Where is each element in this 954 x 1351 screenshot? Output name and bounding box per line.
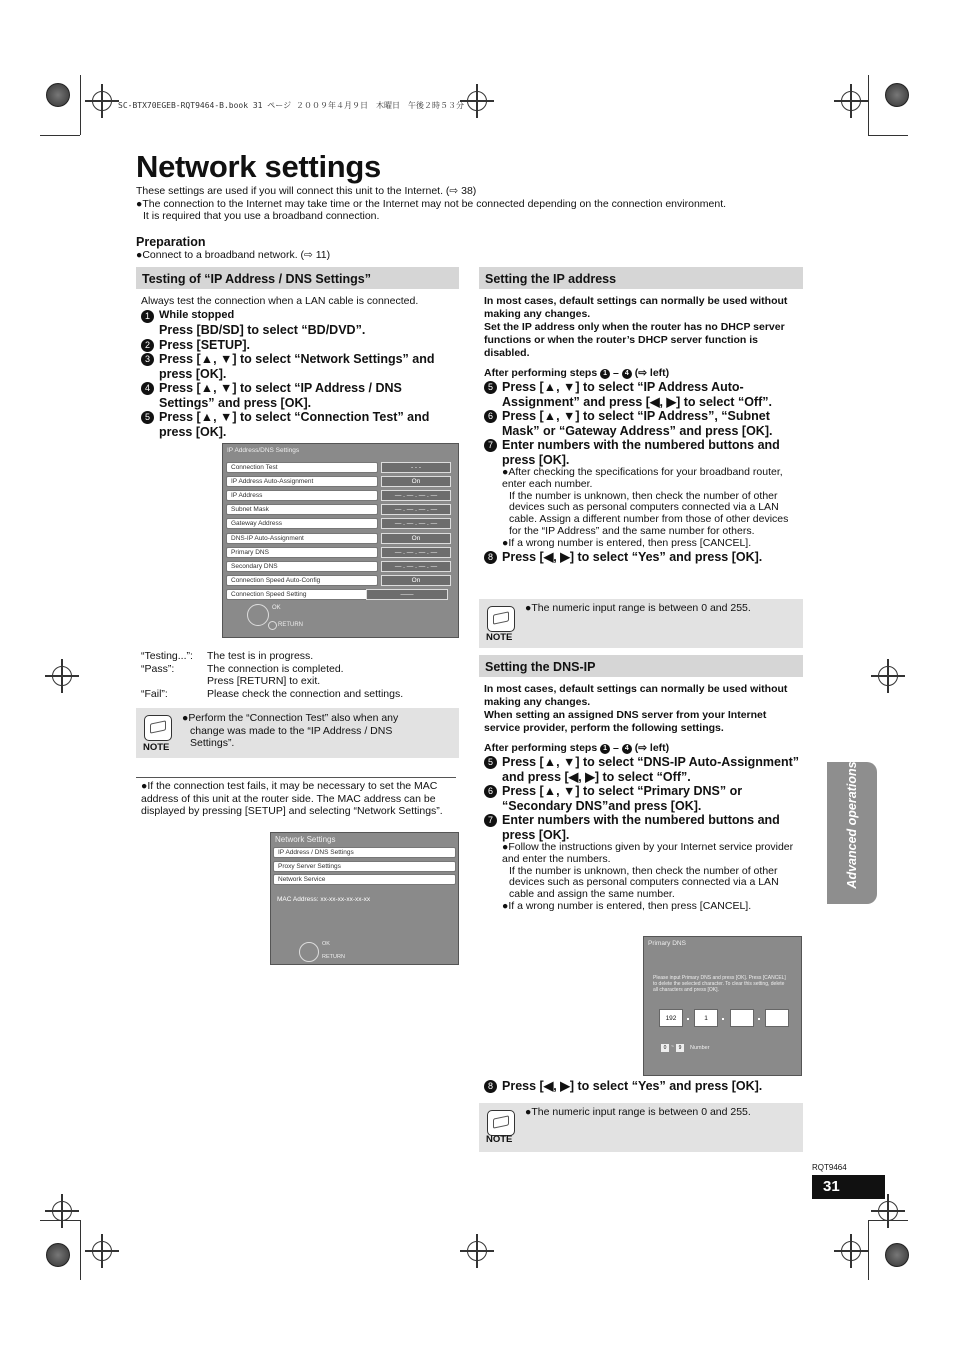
crop-line xyxy=(868,75,869,135)
setting-row-value: On xyxy=(381,533,451,544)
menu-item: Proxy Server Settings xyxy=(273,861,456,872)
after-steps xyxy=(484,742,669,755)
setting-row-value: — . — . — . — xyxy=(381,504,451,515)
step-8 xyxy=(484,1079,799,1094)
setting-row-label[interactable]: Gateway Address xyxy=(226,518,378,529)
doc-code: RQT9464 xyxy=(812,1163,847,1172)
step-sub-text: ●If a wrong number is entered, then press [CANCEL]. xyxy=(502,536,752,549)
dns-steps xyxy=(484,755,799,913)
intro-text: These settings are used if you will connect this unit to the Internet. (⇨ 38) xyxy=(136,185,477,197)
step-4 xyxy=(141,381,459,410)
step-2 xyxy=(141,338,459,353)
note-icon xyxy=(487,1110,515,1136)
crosshair-mark xyxy=(878,666,898,686)
step-6 xyxy=(484,409,799,438)
note-box-dns xyxy=(479,1103,803,1152)
step-number: 5 xyxy=(484,756,497,769)
step-sub-text: ●Follow the instructions given by your Internet service provider and enter the numbers. xyxy=(502,841,794,865)
step-sub-text: ●After checking the specifications for your broadband router, enter each number. xyxy=(502,466,783,490)
intro-bullet: ●The connection to the Internet may take time or the Internet may not be connected depending on the connection environment. xyxy=(136,198,727,210)
crosshair-mark xyxy=(467,1241,487,1261)
after-text: After performing steps xyxy=(484,367,598,379)
crosshair-mark xyxy=(467,91,487,111)
setting-row-value: — . — . — . — xyxy=(381,561,451,572)
note-label: NOTE xyxy=(143,742,170,753)
registration-dot-bottom-left xyxy=(46,1243,70,1267)
after-steps xyxy=(484,367,669,380)
after-ref: (⇨ left) xyxy=(634,742,670,754)
screen-ip-dns-settings xyxy=(222,443,459,638)
step-number: 7 xyxy=(484,439,497,452)
note-icon xyxy=(144,715,172,741)
setting-row-label[interactable]: Secondary DNS xyxy=(226,561,378,572)
section-heading-dns: Setting the DNS-IP xyxy=(479,655,803,677)
screen-title: IP Address/DNS Settings xyxy=(227,447,300,454)
step-5 xyxy=(484,755,799,784)
dot-separator xyxy=(758,1018,760,1020)
setting-row-value: — . — . — . — xyxy=(381,490,451,501)
divider xyxy=(136,777,456,778)
setting-row-value: - - - xyxy=(381,462,451,473)
crosshair-mark xyxy=(841,1241,861,1261)
crosshair-mark xyxy=(92,91,112,111)
step-text: Enter numbers with the numbered buttons and press [OK]. xyxy=(502,438,780,467)
step-text: Press [▲, ▼] to select “DNS-IP Auto-Assignment” and press [◀, ▶] to select “Off”. xyxy=(502,755,800,784)
note-box-connection-test xyxy=(136,708,459,758)
result-term xyxy=(141,675,207,688)
crop-line xyxy=(868,135,908,136)
ip-steps xyxy=(484,380,799,564)
testing-lead: Always test the connection when a LAN cable is connected. xyxy=(141,295,419,307)
menu-item: IP Address / DNS Settings xyxy=(273,847,456,858)
note-icon xyxy=(487,606,515,632)
registration-dot-top-left xyxy=(46,83,70,107)
dns-bold-lead xyxy=(484,683,802,735)
note-text xyxy=(182,712,452,750)
crop-line xyxy=(868,1220,869,1280)
side-tab-label: Advanced operations xyxy=(845,761,859,889)
print-header: SC-BTX70EGEB-RQT9464-B.book 31 ページ ２００９年４月９日 木曜日 午後２時５３分 xyxy=(118,101,464,110)
step-number: 5 xyxy=(484,381,497,394)
dot-separator xyxy=(687,1018,689,1020)
step-text: Press [BD/SD] to select “BD/DVD”. xyxy=(159,323,366,337)
screen-network-settings xyxy=(270,832,459,965)
step-number: 6 xyxy=(484,410,497,423)
prep-item: ●Connect to a broadband network. (⇨ 11) xyxy=(136,249,331,261)
key-9: 9 xyxy=(676,1044,684,1052)
setting-row-label[interactable]: DNS-IP Auto-Assignment xyxy=(226,533,378,544)
testing-steps xyxy=(141,309,459,439)
intro-bullet-cont: It is required that you use a broadband connection. xyxy=(143,210,380,222)
note-text: ●The numeric input range is between 0 and 255. xyxy=(525,602,751,614)
step-5 xyxy=(484,380,799,409)
note-line: change was made to the “IP Address / DNS xyxy=(190,724,393,737)
section-heading-ip: Setting the IP address xyxy=(479,267,803,289)
note-line: ●Perform the “Connection Test” also when any xyxy=(182,712,399,724)
crop-line xyxy=(40,135,80,136)
page-number: 31 xyxy=(812,1175,885,1199)
return-label: RETURN xyxy=(278,622,303,628)
step-sub-text: If the number is unknown, then check the number of other devices such as personal computers connected via a LAN cable and assign the same number. xyxy=(509,864,779,901)
registration-dot-bottom-right xyxy=(885,1243,909,1267)
setting-row-value: On xyxy=(381,575,451,586)
step-number: 8 xyxy=(484,551,497,564)
key-label: Number xyxy=(690,1045,710,1051)
step-sub-text: If the number is unknown, then check the number of other devices such as personal computers connected via a LAN cable. Assign a different number from those of other devices for the “IP Address” and the same number for others. xyxy=(509,489,789,537)
ok-label: OK xyxy=(322,941,330,947)
menu-item: Network Service xyxy=(273,874,456,885)
after-text: After performing steps xyxy=(484,742,598,754)
result-desc: Press [RETURN] to exit. xyxy=(207,675,321,687)
lead-line: When setting an assigned DNS server from your Internet service provider, perform the following settings. xyxy=(484,709,767,734)
setting-row-value: —— xyxy=(366,589,448,600)
remote-dpad-icon xyxy=(299,942,319,962)
step-ref-number: 1 xyxy=(600,744,610,754)
after-dash: – xyxy=(613,742,619,754)
step-6 xyxy=(484,784,799,813)
lead-line: In most cases, default settings can normally be used without making any changes. xyxy=(484,295,788,320)
prep-heading: Preparation xyxy=(136,235,206,249)
setting-row-value: On xyxy=(381,476,451,487)
step-text: Press [▲, ▼] to select “Network Settings” and press [OK]. xyxy=(159,352,435,381)
crop-line xyxy=(868,1220,908,1221)
setting-row-value: — . — . — . — xyxy=(381,547,451,558)
step-1 xyxy=(141,309,459,338)
step-text: While stopped xyxy=(159,309,235,321)
setting-row-label[interactable]: Connection Test xyxy=(226,462,378,473)
setting-row-label[interactable]: Primary DNS xyxy=(226,547,378,558)
step-text: Press [◀, ▶] to select “Yes” and press [OK]. xyxy=(502,549,763,564)
crosshair-mark xyxy=(878,1201,898,1221)
step-sub-text: ●If a wrong number is entered, then press [CANCEL]. xyxy=(502,899,752,912)
step-5 xyxy=(141,410,459,439)
screen-title: Primary DNS xyxy=(648,940,686,947)
step-3 xyxy=(141,352,459,381)
section-heading-testing: Testing of “IP Address / DNS Settings” xyxy=(136,267,459,289)
note-box-ip xyxy=(479,599,803,648)
mac-address-text: ●If the connection test fails, it may be necessary to set the MAC address of this unit at the router side. The MAC address can be displayed by pressing [SETUP] and selecting “Network Settings”. xyxy=(141,780,443,817)
result-term: “Testing...”: xyxy=(141,650,193,662)
after-ref: (⇨ left) xyxy=(634,367,670,379)
step-ref-number: 4 xyxy=(622,369,632,379)
dns-field-2[interactable]: 1 xyxy=(694,1009,718,1027)
step-text: Press [◀, ▶] to select “Yes” and press [OK]. xyxy=(502,1079,763,1093)
crop-line xyxy=(80,1220,81,1280)
dot-separator xyxy=(722,1018,724,1020)
result-desc: The connection is completed. xyxy=(207,662,344,675)
ip-bold-lead xyxy=(484,295,796,360)
crosshair-mark xyxy=(52,1201,72,1221)
step-text: Press [▲, ▼] to select “IP Address Auto-Assignment” and press [◀, ▶] to select “Off”. xyxy=(502,380,772,409)
step-number: 7 xyxy=(484,814,497,827)
return-icon xyxy=(268,621,277,630)
screen-primary-dns xyxy=(643,936,802,1076)
result-term: “Fail”: xyxy=(141,687,168,700)
note-label: NOTE xyxy=(486,632,513,643)
test-results xyxy=(141,650,459,700)
step-text: Press [▲, ▼] to select “IP Address”, “Subnet Mask” or “Gateway Address” and press [OK]. xyxy=(502,409,773,438)
step-7 xyxy=(484,438,799,550)
crop-line xyxy=(80,75,81,135)
setting-row-value: — . — . — . — xyxy=(381,518,451,529)
key-range: ~ xyxy=(671,1044,674,1050)
step-text: Press [▲, ▼] to select “Connection Test” and press [OK]. xyxy=(159,410,430,439)
setting-row-label[interactable]: Connection Speed Setting xyxy=(226,589,378,600)
step-text: Press [▲, ▼] to select “Primary DNS” or “Secondary DNS”and press [OK]. xyxy=(502,784,743,813)
crosshair-mark xyxy=(52,666,72,686)
result-desc: The test is in progress. xyxy=(207,650,314,662)
setting-row-label[interactable]: IP Address Auto-Assignment xyxy=(226,476,378,487)
screen-title: Network Settings xyxy=(275,835,336,844)
dns-field-3[interactable] xyxy=(730,1009,754,1027)
step-number: 6 xyxy=(484,785,497,798)
step-number: 8 xyxy=(484,1080,497,1093)
dns-field-1[interactable]: 192 xyxy=(659,1009,683,1027)
step-number: 2 xyxy=(141,339,154,352)
mac-address-value: MAC Address: xx-xx-xx-xx-xx-xx xyxy=(277,896,371,903)
step-text: Enter numbers with the numbered buttons and press [OK]. xyxy=(502,813,780,842)
step-8 xyxy=(484,550,799,565)
lead-line: In most cases, default settings can normally be used without making any changes. xyxy=(484,683,788,708)
setting-row-label[interactable]: Connection Speed Auto-Config xyxy=(226,575,378,586)
lead-line: Set the IP address only when the router has no DHCP server functions or when the router’s DHCP server function is disabled. xyxy=(484,321,785,359)
setting-row-label[interactable]: IP Address xyxy=(226,490,378,501)
step-ref-number: 1 xyxy=(600,369,610,379)
crop-line xyxy=(40,1220,80,1221)
step-ref-number: 4 xyxy=(622,744,632,754)
remote-dpad-icon xyxy=(247,604,269,626)
step-number: 5 xyxy=(141,411,154,424)
dns-field-4[interactable] xyxy=(765,1009,789,1027)
step-number: 4 xyxy=(141,382,154,395)
ok-label: OK xyxy=(272,605,281,611)
crosshair-mark xyxy=(92,1241,112,1261)
registration-dot-top-right xyxy=(885,83,909,107)
key-0: 0 xyxy=(661,1044,669,1052)
page-title: Network settings xyxy=(136,149,381,184)
after-dash: – xyxy=(613,367,619,379)
result-term: “Pass”: xyxy=(141,662,175,675)
step-text: Press [▲, ▼] to select “IP Address / DNS Settings” and press [OK]. xyxy=(159,381,402,410)
step-text: Press [SETUP]. xyxy=(159,337,251,352)
result-desc: Please check the connection and settings. xyxy=(207,687,404,700)
setting-row-label[interactable]: Subnet Mask xyxy=(226,504,378,515)
return-label: RETURN xyxy=(322,954,345,960)
dns-instruction: Please input Primary DNS and press [OK]. Press [CANCEL] to delete the selected character. To clear this setting, delete all characters and press [OK]. xyxy=(653,975,786,993)
note-text: ●The numeric input range is between 0 and 255. xyxy=(525,1106,751,1118)
step-7 xyxy=(484,813,799,913)
side-tab xyxy=(827,762,877,904)
note-line: Settings”. xyxy=(190,737,235,749)
note-label: NOTE xyxy=(486,1134,513,1145)
crosshair-mark xyxy=(841,91,861,111)
step-number: 3 xyxy=(141,353,154,366)
dns-step-8 xyxy=(484,1079,799,1094)
step-number: 1 xyxy=(141,310,154,323)
